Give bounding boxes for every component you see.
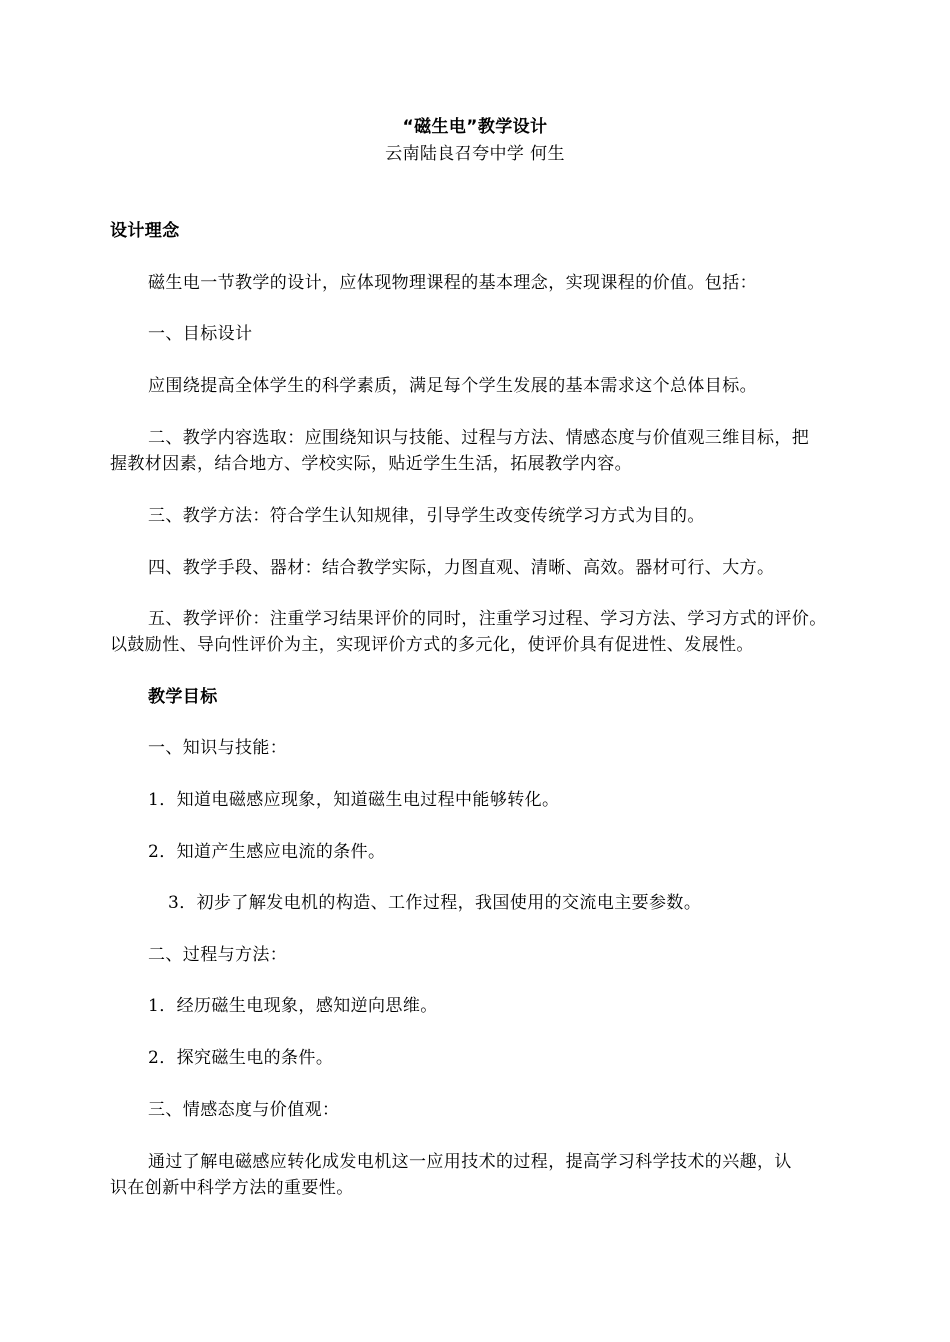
goals-knowledge-heading: 一、知识与技能：	[148, 738, 288, 758]
goals-process-item-1: 1．经历磁生电现象，感知逆向思维。	[148, 996, 438, 1016]
goals-emotion-line1: 通过了解电磁感应转化成发电机这一应用技术的过程，提高学习科学技术的兴趣，认	[148, 1152, 792, 1172]
design-item2-line2: 握教材因素，结合地方、学校实际，贴近学生生活，拓展教学内容。	[110, 454, 632, 474]
goals-knowledge-item-2: 2．知道产生感应电流的条件。	[148, 842, 386, 862]
design-item2-line1: 二、教学内容选取：应围绕知识与技能、过程与方法、情感态度与价值观三维目标，把	[148, 428, 810, 448]
design-item1-heading: 一、目标设计	[148, 324, 253, 344]
design-item3: 三、教学方法：符合学生认知规律，引导学生改变传统学习方式为目的。	[148, 506, 705, 526]
design-item1-text: 应围绕提高全体学生的科学素质，满足每个学生发展的基本需求这个总体目标。	[148, 376, 757, 396]
design-item4: 四、教学手段、器材：结合教学实际，力图直观、清晰、高效。器材可行、大方。	[148, 558, 775, 578]
section-heading-goals: 教学目标	[148, 687, 218, 707]
goals-knowledge-item-1: 1．知道电磁感应现象，知道磁生电过程中能够转化。	[148, 790, 560, 810]
goals-emotion-heading: 三、情感态度与价值观：	[148, 1100, 340, 1120]
design-item5-line1: 五、教学评价：注重学习结果评价的同时，注重学习过程、学习方法、学习方式的评价。	[148, 609, 827, 629]
goals-emotion-line2: 识在创新中科学方法的重要性。	[110, 1178, 354, 1198]
goals-knowledge-item-3: 3．初步了解发电机的构造、工作过程，我国使用的交流电主要参数。	[168, 893, 702, 913]
goals-process-heading: 二、过程与方法：	[148, 945, 288, 965]
design-intro: 磁生电一节教学的设计，应体现物理课程的基本理念，实现课程的价值。包括：	[148, 273, 757, 293]
design-item5-line2: 以鼓励性、导向性评价为主，实现评价方式的多元化，使评价具有促进性、发展性。	[110, 635, 754, 655]
document-author: 云南陆良召夸中学 何生	[385, 144, 565, 164]
section-heading-design: 设计理念	[110, 221, 180, 241]
goals-process-item-2: 2．探究磁生电的条件。	[148, 1048, 334, 1068]
document-title: “磁生电”教学设计	[402, 117, 548, 137]
